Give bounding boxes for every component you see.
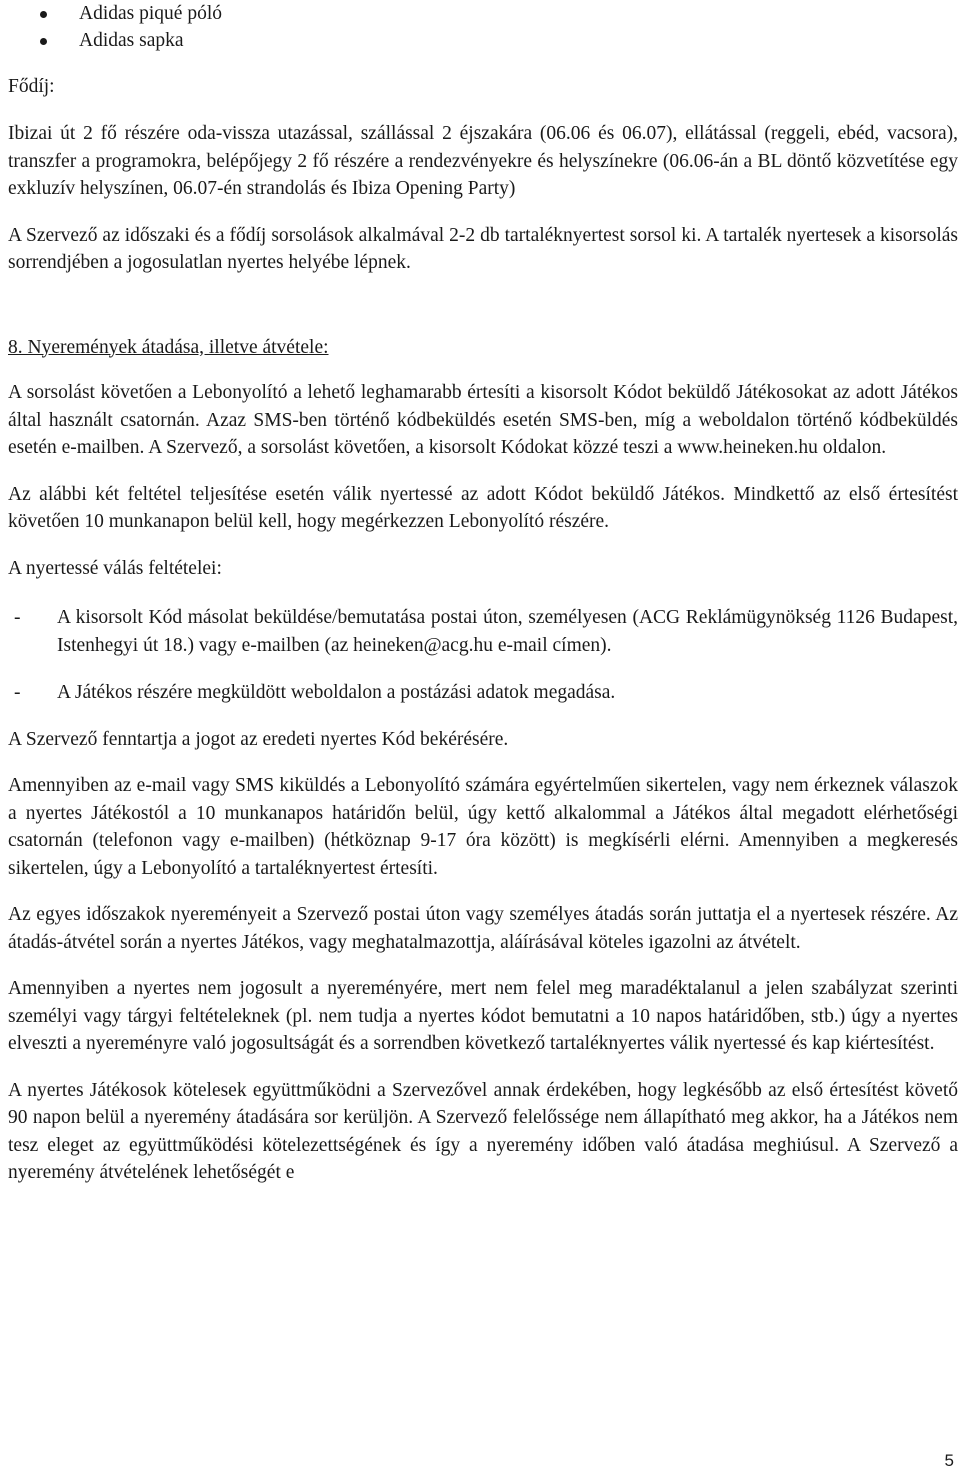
condition-item: - A Játékos részére megküldött weboldalon a postázási adatok megadása. [8, 679, 958, 707]
prize-bullet-list [8, 0, 958, 54]
failed-contact-paragraph: Amennyiben az e-mail vagy SMS kiküldés a Lebonyolító számára egyértelműen sikertelen, vagy nem érkeznek válaszok a nyertes Játékostól a 10 munkanapos határidőn belül, úgy kettő alkalommal a Játékos által megadott elérhetőségi csatornán (telefonon vagy e-mailben) (hétköznap 9-17 óra között) is megkísérli elérni. Amennyiben a megkeresés sikertelen, úgy a Lebonyolító a tartaléknyertest értesíti. [8, 775, 958, 879]
notification-paragraph: A sorsolást követően a Lebonyolító a lehető leghamarabb értesíti a kisorsolt Kódot beküldő Játékosokat az adott Játékos által használt csatornán. Azaz SMS-ben történő kódbeküldés esetén SMS-ben, míg a weboldalon történő kódbeküldés esetén e-mailben. A Szervező, a sorsolást követően, a kisorsolt Kódokat közzé teszi a www.heineken.hu oldalon. [8, 382, 958, 458]
bullet-item: Adidas piqué póló [8, 0, 958, 27]
ineligible-winner-paragraph: Amennyiben a nyertes nem jogosult a nyereményére, mert nem felel meg maradéktalanul a jelen szabályzat szerinti személyi vagy tárgyi feltételeknek (pl. nem tudja a nyertes kódot bemutatni a 10 napos határidőben, stb.) úgy a nyertes elveszti a nyereményre való jogosultságát és a sorrendben következő tartaléknyertes válik nyertessé és kap kiértesítést. [8, 978, 958, 1054]
main-prize-paragraph: Ibizai út 2 fő részére oda-vissza utazással, szállással 2 éjszakára (06.06 és 06.07), ellátással (reggeli, ebéd, vacsora), transzfer a programokra, belépőjegy 2 fő részére a rendezvényekre és helyszínekre (06.06-án a BL döntő közvetítése egy exkluzív helyszínen, 06.07-én strandolás és Ibiza Opening Party) [8, 123, 958, 199]
condition-item: - A kisorsolt Kód másolat beküldése/bemutatása postai úton, személyesen (ACG Reklámügynökség 1126 Budapest, Istenhegyi út 18.) vagy e-mailben (az heineken@acg.hu e-mail címen). [8, 604, 958, 659]
document-page [8, 0, 958, 1187]
section-heading: 8. Nyeremények átadása, illetve átvétele: [8, 336, 329, 358]
main-prize-label: Fődíj: [8, 76, 55, 97]
conditions-list [8, 604, 958, 707]
original-code-paragraph: A Szervező fenntartja a jogot az eredeti nyertes Kód bekérésére. [8, 728, 509, 750]
conditions-heading: A nyertessé válás feltételei: [8, 557, 222, 579]
page-number: 5 [944, 1451, 954, 1470]
conditions-intro-paragraph: Az alábbi két feltétel teljesítése esetén válik nyertessé az adott Kódot beküldő Játékos. Mindkettő az első értesítést követően 10 munkanapon belül kell, hogy megérkezzen Lebonyolító részére. [8, 483, 958, 532]
reserve-winner-paragraph: A Szervező az időszaki és a fődíj sorsolások alkalmával 2-2 db tartaléknyertest sorsol ki. A tartalék nyertesek a kisorsolás sorrendjében a jogosulatlan nyertes helyébe lépnek. [8, 224, 958, 273]
cooperation-paragraph: A nyertes Játékosok kötelesek együttműködni a Szervezővel annak érdekében, hogy legkésőbb az első értesítést követő 90 napon belül a nyeremény átadására sor kerüljön. A Szervező felelőssége nem állapítható meg akkor, ha a Játékos nem tesz eleget az együttműködési kötelezettségének és így a nyeremény időben való átadása meghiúsul. A Szervező a nyeremény átvételének lehetőségét e [8, 1079, 958, 1183]
delivery-paragraph: Az egyes időszakok nyereményeit a Szervező postai úton vagy személyes átadás során juttatja el a nyertesek részére. Az átadás-átvétel során a nyertes Játékos, vagy meghatalmazottja, aláírásával köteles igazolni az átvételt. [8, 904, 958, 953]
bullet-item: Adidas sapka [8, 27, 958, 54]
